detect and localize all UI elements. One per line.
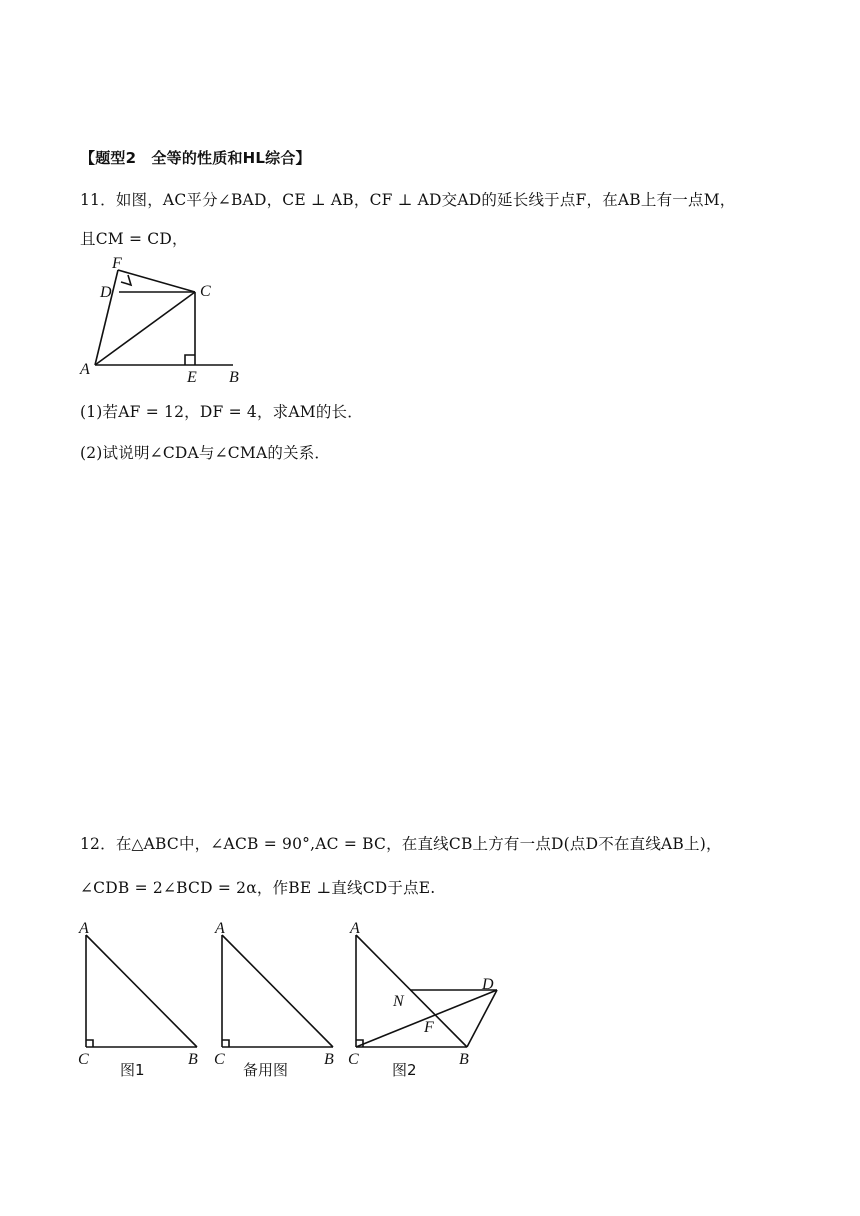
fig1-label-C: C (78, 1051, 89, 1068)
q11-part1: (1)若AF = 12，DF = 4，求AM的长． (80, 403, 363, 421)
label-D: D (100, 284, 112, 301)
fig2-caption: 图2 (392, 1061, 417, 1079)
right-angle-F (121, 275, 131, 285)
fig2-label-A: A (350, 920, 360, 937)
q12-figure1 (86, 935, 197, 1047)
q11-part2: (2)试说明∠CDA与∠CMA的关系． (80, 444, 331, 462)
section-title: 【题型2 全等的性质和HL综合】 (80, 149, 311, 167)
label-C: C (200, 283, 211, 300)
fig2-label-C: C (348, 1051, 359, 1068)
fig-backup-caption: 备用图 (243, 1061, 289, 1079)
label-E: E (187, 369, 197, 386)
label-A: A (80, 361, 90, 378)
fig2-label-F: F (424, 1019, 434, 1036)
q11-stem-line2: 且CM = CD， (80, 230, 188, 248)
q12-figure-backup (222, 935, 333, 1047)
fig1-label-A: A (79, 920, 89, 937)
fig1-label-B: B (188, 1051, 198, 1068)
right-angle-E (185, 355, 195, 365)
fig1-caption: 图1 (120, 1061, 145, 1079)
fig-backup-label-C: C (214, 1051, 225, 1068)
fig2-label-B: B (459, 1051, 469, 1068)
label-B: B (229, 369, 239, 386)
fig-backup-label-A: A (215, 920, 225, 937)
q11-stem-line1: 11．如图，AC平分∠BAD，CE ⊥ AB，CF ⊥ AD交AD的延长线于点F，在AB上有一点M， (80, 191, 736, 209)
fig2-label-D: D (482, 976, 494, 993)
q12-stem-line2: ∠CDB = 2∠BCD = 2α，作BE ⊥直线CD于点E. (80, 879, 436, 897)
fig2-label-N: N (393, 993, 404, 1010)
label-F: F (112, 255, 122, 272)
q12-stem-line1: 12．在△ABC中，∠ACB = 90°,AC = BC，在直线CB上方有一点D(点D不在直线AB上)， (80, 835, 722, 853)
fig-backup-label-B: B (324, 1051, 334, 1068)
